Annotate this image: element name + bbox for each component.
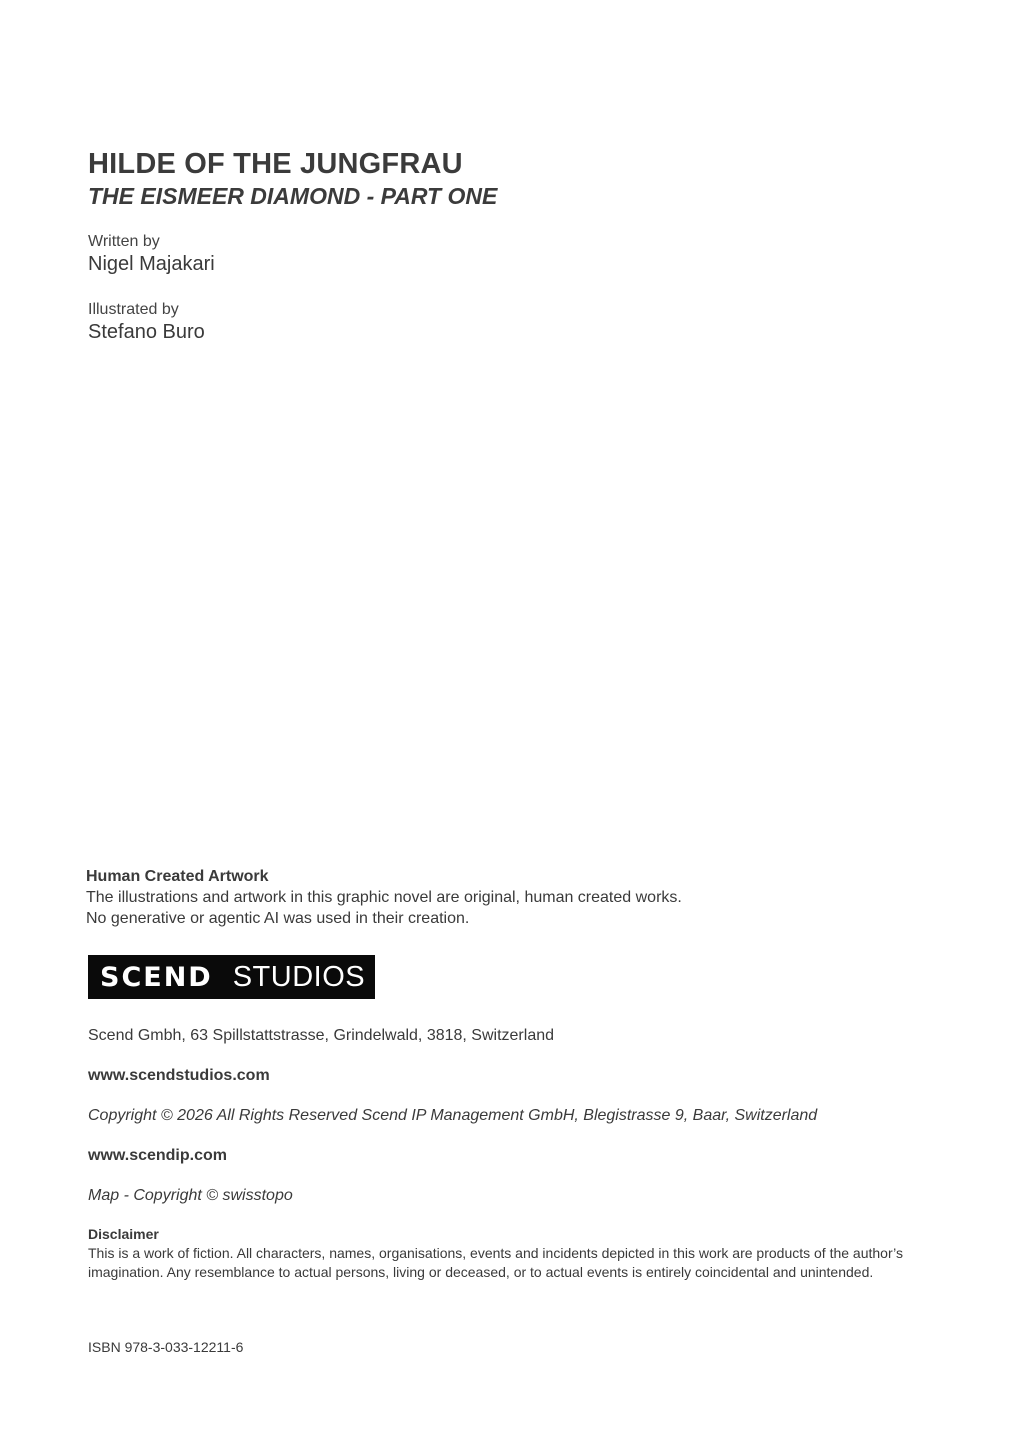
copyright-notice: Copyright © 2026 All Rights Reserved Scend IP Management GmbH, Blegistrasse 9, Baar, Switzerland bbox=[88, 1107, 818, 1124]
human-created-line-2: No generative or agentic AI was used in their creation. bbox=[86, 910, 470, 927]
logo-studios-word: STUDIOS bbox=[232, 960, 366, 993]
isbn-number: ISBN 978-3-033-12211-6 bbox=[88, 1339, 244, 1355]
written-by-label: Written by bbox=[88, 233, 160, 250]
disclaimer-body: This is a work of fiction. All characters, names, organisations, events and incidents depicted in this work are products of the author’s imagination. Any resemblance to actual persons, living or deceased, or to actual events is entirely coincidental and unintended. bbox=[88, 1245, 904, 1280]
ip-website-link[interactable]: www.scendip.com bbox=[88, 1147, 227, 1164]
illustrator-name: Stefano Buro bbox=[88, 321, 205, 343]
scend-studios-logo bbox=[88, 955, 375, 999]
studios-website-link[interactable]: www.scendstudios.com bbox=[88, 1067, 270, 1084]
book-subtitle: THE EISMEER DIAMOND - PART ONE bbox=[88, 183, 498, 209]
publisher-address: Scend Gmbh, 63 Spillstattstrasse, Grindelwald, 3818, Switzerland bbox=[88, 1027, 555, 1044]
logo-scend-word: SCEND bbox=[100, 961, 213, 993]
author-name: Nigel Majakari bbox=[88, 253, 215, 275]
map-copyright: Map - Copyright © swisstopo bbox=[88, 1187, 293, 1204]
human-created-line-1: The illustrations and artwork in this graphic novel are original, human created works. bbox=[86, 889, 682, 906]
illustrated-by-label: Illustrated by bbox=[88, 301, 179, 318]
disclaimer-heading: Disclaimer bbox=[88, 1226, 159, 1242]
book-title: HILDE OF THE JUNGFRAU bbox=[88, 148, 463, 180]
human-created-heading: Human Created Artwork bbox=[86, 868, 269, 885]
